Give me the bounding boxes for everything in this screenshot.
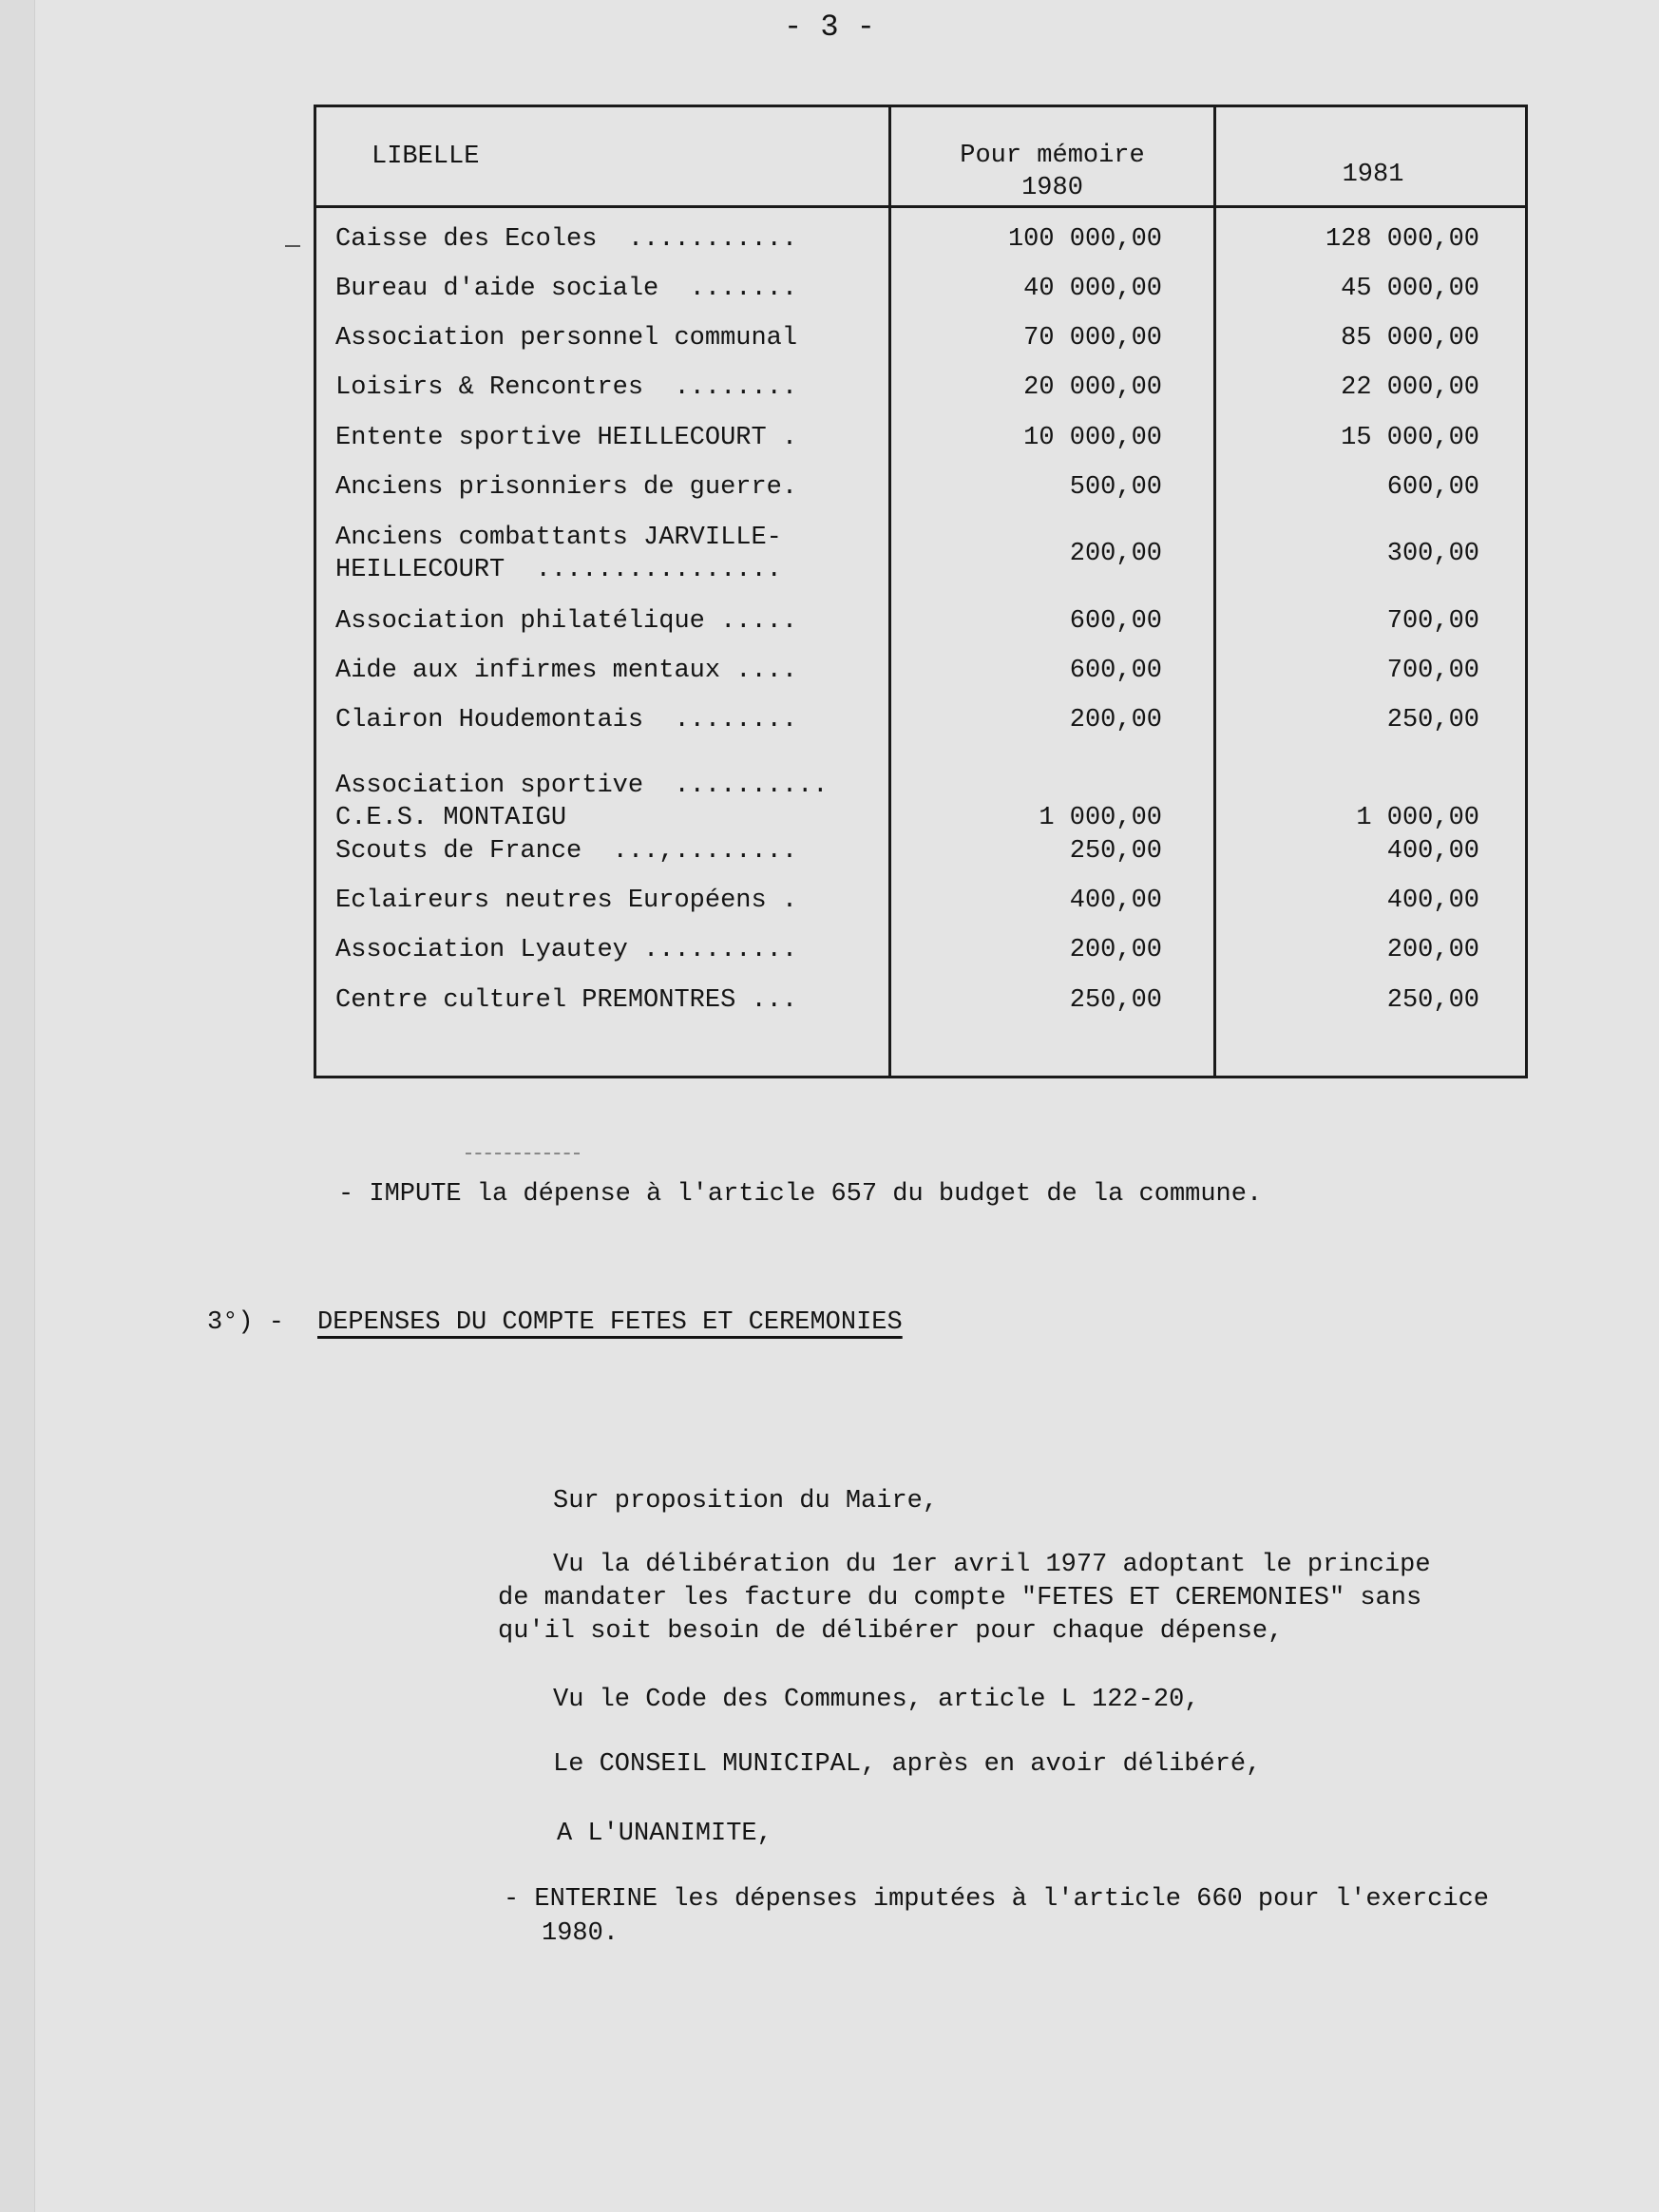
value-1981: 22 000,00 — [1341, 373, 1479, 402]
row-label: Eclaireurs neutres Européens . — [335, 887, 798, 915]
row-label: Association sportive .......... — [335, 772, 829, 800]
value-1981: 200,00 — [1386, 936, 1479, 964]
value-1980: 70 000,00 — [1023, 324, 1162, 353]
section-number: 3°) - — [207, 1308, 285, 1337]
value-1980: 250,00 — [1069, 837, 1162, 866]
value-1980: 100 000,00 — [1007, 225, 1162, 254]
row-label: Scouts de France ...,........ — [335, 837, 798, 866]
value-1981: 128 000,00 — [1325, 225, 1479, 254]
page-number: - 3 - — [783, 10, 875, 45]
value-1980: 200,00 — [1069, 936, 1162, 964]
value-1980: 1 000,00 — [1039, 804, 1162, 832]
row-label-line2: HEILLECOURT ................ — [335, 556, 782, 584]
value-1980: 200,00 — [1069, 540, 1162, 568]
value-1981: 700,00 — [1386, 657, 1479, 685]
row-label: Anciens combattants JARVILLE- — [335, 524, 782, 552]
page-edge — [0, 0, 35, 2212]
row-label: Centre culturel PREMONTRES ... — [335, 986, 798, 1015]
header-divider — [316, 205, 1525, 208]
header-memo-1980 — [891, 140, 1213, 204]
value-1981: 250,00 — [1386, 986, 1479, 1015]
value-1980: 40 000,00 — [1023, 275, 1162, 303]
value-1981: 85 000,00 — [1341, 324, 1479, 353]
value-1981: 700,00 — [1386, 607, 1479, 636]
value-1981: 400,00 — [1386, 837, 1479, 866]
section-title: DEPENSES DU COMPTE FETES ET CEREMONIES — [317, 1308, 903, 1337]
paragraph-deliberation-line2: de mandater les facture du compte "FETES ET CEREMONIES" sans — [498, 1584, 1422, 1612]
margin-mark — [285, 245, 300, 247]
row-label: Loisirs & Rencontres ........ — [335, 373, 798, 402]
value-1980: 600,00 — [1069, 657, 1162, 685]
header-memo-line2: 1980 — [1021, 174, 1083, 202]
value-1981: 1 000,00 — [1356, 804, 1479, 832]
row-label: Association Lyautey .......... — [335, 936, 798, 964]
paragraph-enterine-line1: - ENTERINE les dépenses imputées à l'article 660 pour l'exercice — [504, 1885, 1489, 1914]
row-label-line2: C.E.S. MONTAIGU — [335, 804, 567, 832]
value-1981: 45 000,00 — [1341, 275, 1479, 303]
paragraph-proposition: Sur proposition du Maire, — [553, 1487, 939, 1516]
row-label: Clairon Houdemontais ........ — [335, 706, 798, 734]
value-1981: 15 000,00 — [1341, 424, 1479, 452]
row-label: Caisse des Ecoles ........... — [335, 225, 798, 254]
value-1981: 400,00 — [1386, 887, 1479, 915]
row-label: Entente sportive HEILLECOURT . — [335, 424, 798, 452]
paragraph-enterine-line2: 1980. — [542, 1919, 620, 1948]
header-memo-line1: Pour mémoire — [960, 142, 1145, 170]
value-1980: 200,00 — [1069, 706, 1162, 734]
paragraph-conseil: Le CONSEIL MUNICIPAL, après en avoir délibéré, — [553, 1750, 1262, 1779]
impute-line: - IMPUTE la dépense à l'article 657 du budget de la commune. — [338, 1180, 1263, 1209]
row-label: Anciens prisonniers de guerre. — [335, 473, 798, 502]
paragraph-code: Vu le Code des Communes, article L 122-20, — [553, 1686, 1200, 1714]
row-label: Aide aux infirmes mentaux .... — [335, 657, 798, 685]
paragraph-unanimite: A L'UNANIMITE, — [557, 1820, 772, 1848]
value-1981: 300,00 — [1386, 540, 1479, 568]
header-libelle: LIBELLE — [372, 143, 480, 171]
paragraph-deliberation-line3: qu'il soit besoin de délibérer pour chaque dépense, — [498, 1617, 1284, 1646]
value-1980: 500,00 — [1069, 473, 1162, 502]
value-1981: 600,00 — [1386, 473, 1479, 502]
row-label: Association personnel communal — [335, 324, 798, 353]
value-1980: 10 000,00 — [1023, 424, 1162, 452]
value-1981: 250,00 — [1386, 706, 1479, 734]
subsidy-table — [314, 105, 1528, 1078]
value-1980: 250,00 — [1069, 986, 1162, 1015]
row-label: Association philatélique ..... — [335, 607, 798, 636]
header-1981: 1981 — [1342, 161, 1404, 189]
row-label: Bureau d'aide sociale ....... — [335, 275, 798, 303]
value-1980: 20 000,00 — [1023, 373, 1162, 402]
paragraph-deliberation-line1: Vu la délibération du 1er avril 1977 adoptant le principe — [553, 1551, 1431, 1579]
smudge-mark — [466, 1153, 580, 1154]
value-1980: 400,00 — [1069, 887, 1162, 915]
value-1980: 600,00 — [1069, 607, 1162, 636]
